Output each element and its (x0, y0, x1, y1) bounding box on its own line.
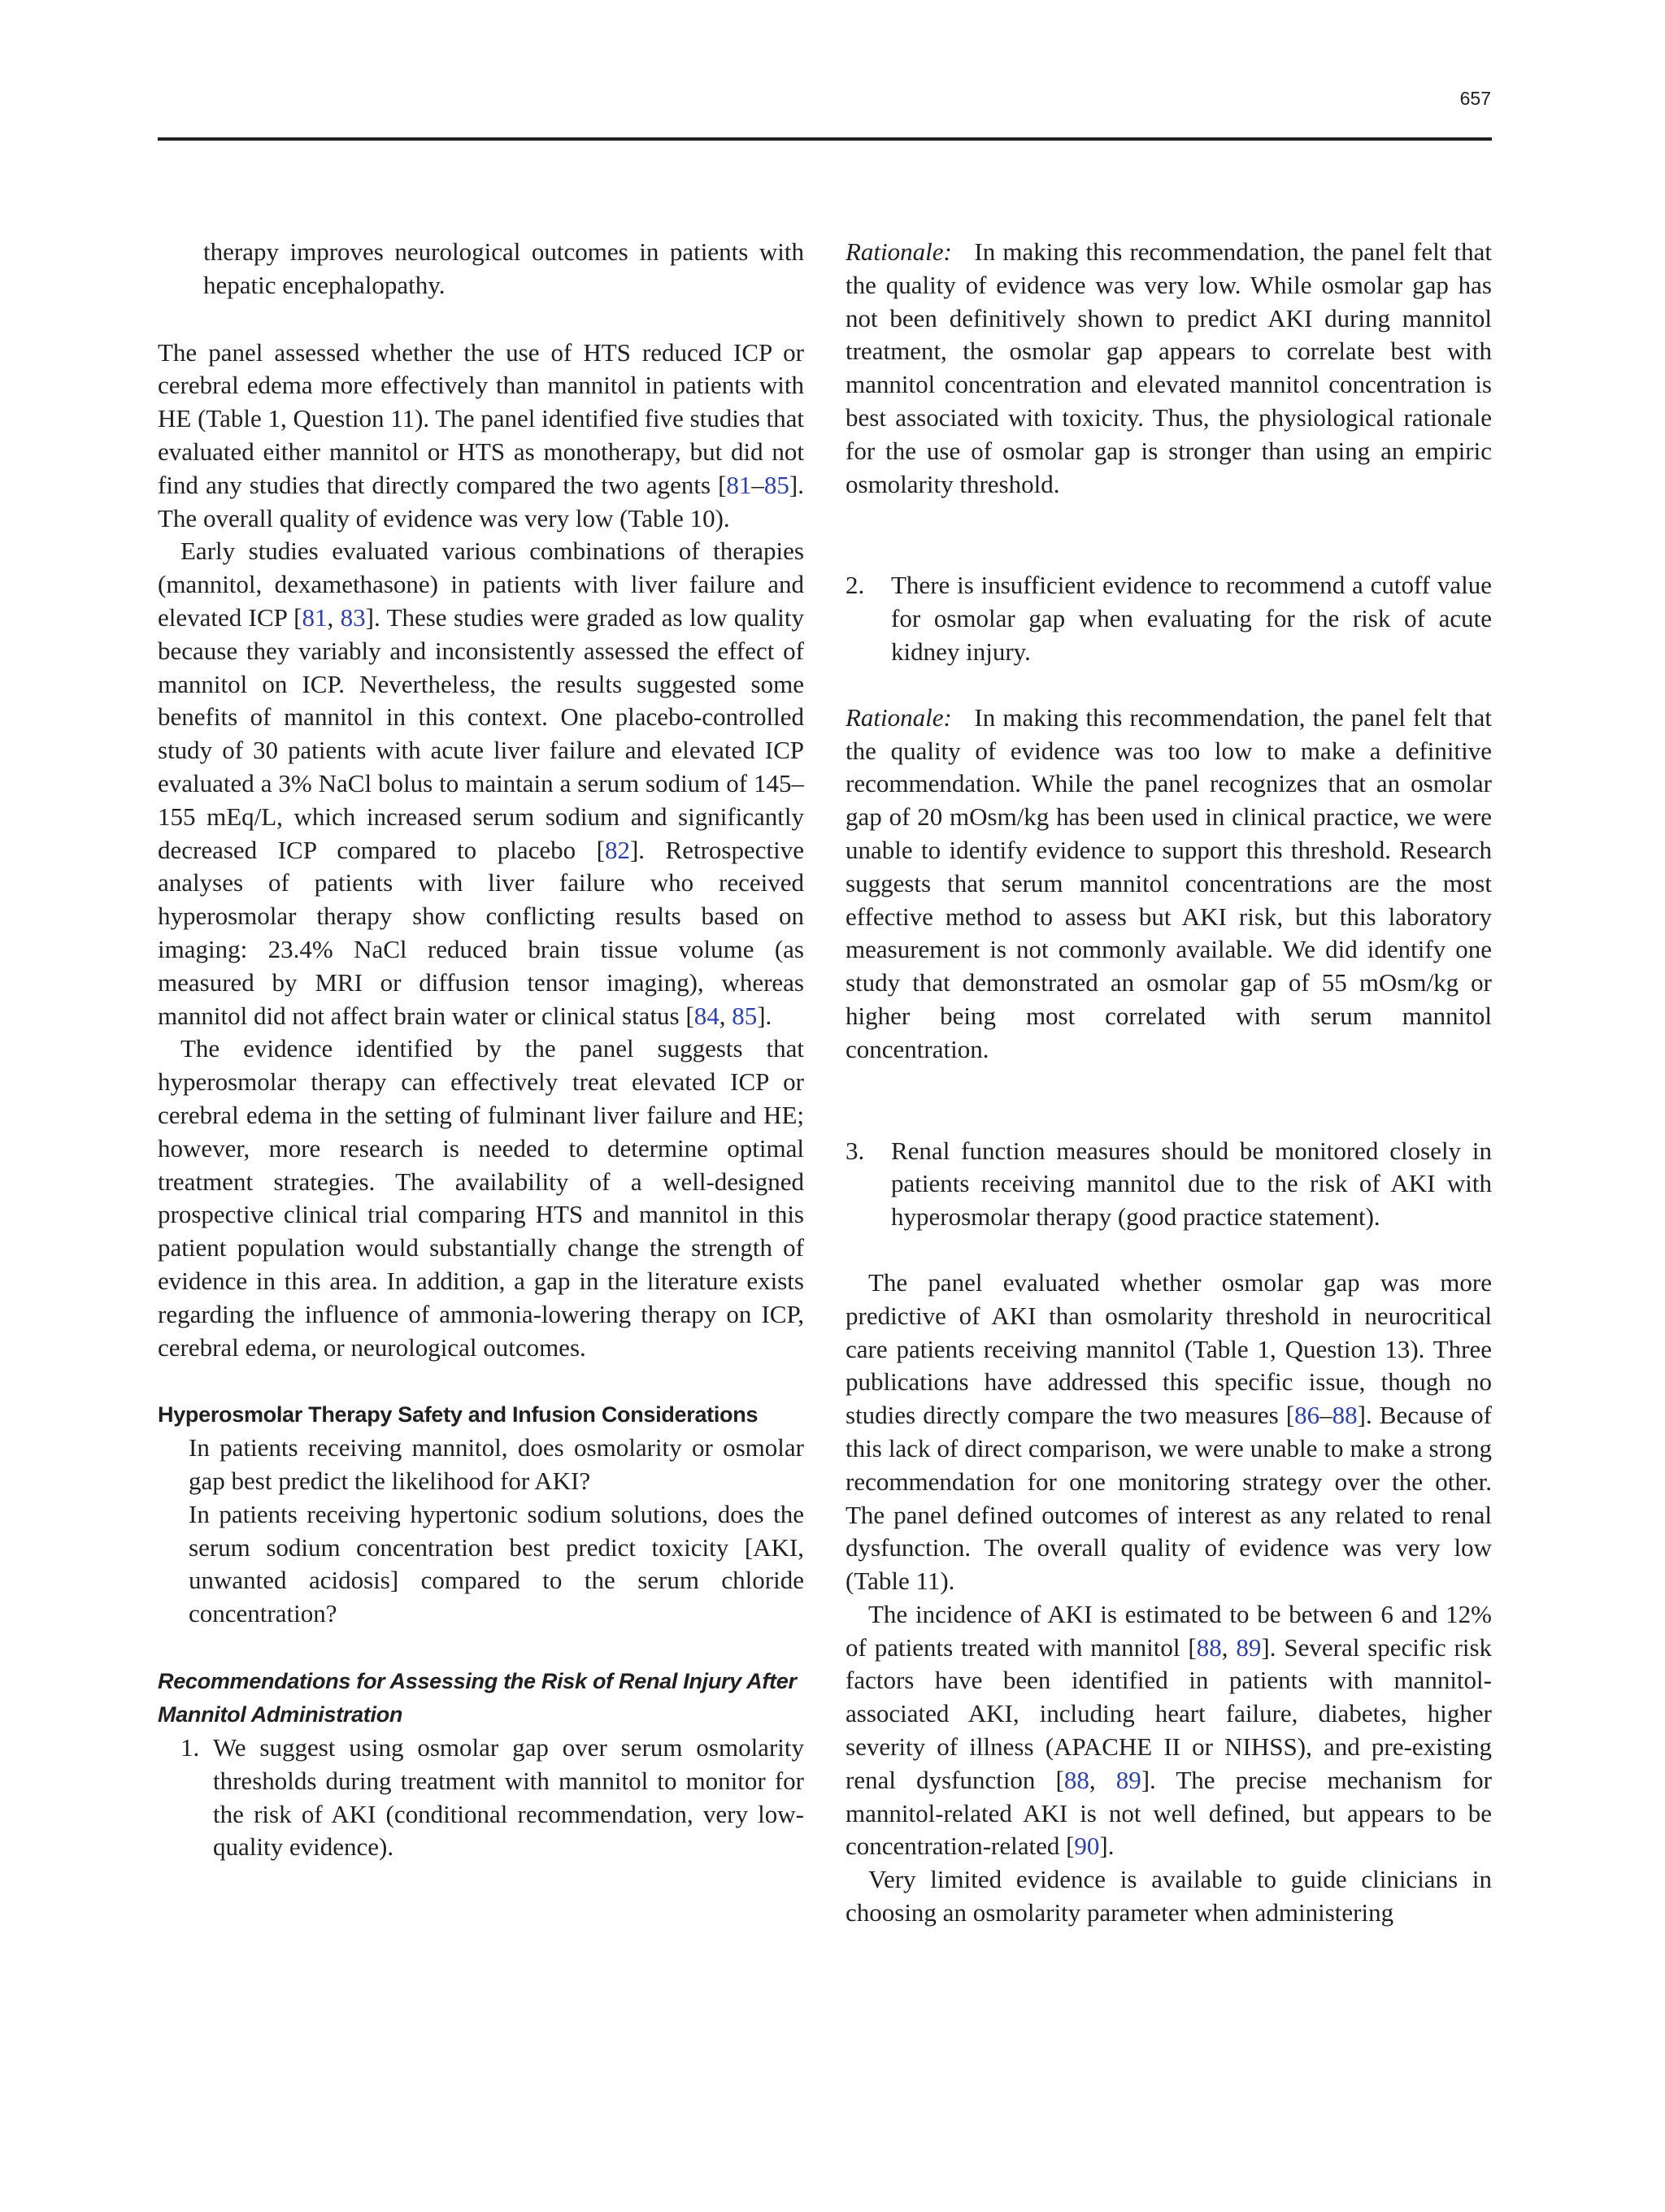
citation-link[interactable]: 86 (1294, 1401, 1320, 1430)
paragraph-evidence-summary: The evidence identified by the panel suggests that hyperosmolar therapy can effectively treat elevated ICP or cerebral edema in the setting of fulminant liver failure and HE; however, more research is needed to determine optimal treatment strategies. The availability of a well-designed prospective clinical trial comparing HTS and mannitol in this patient population would substantially change the strength of evidence in this area. In addition, a gap in the literature exists regarding the influence of ammonia-lowering therapy on ICP, cerebral edema, or neurological outcomes. (158, 1034, 804, 1362)
citation-link[interactable]: 84 (693, 1001, 719, 1030)
right-column (846, 236, 1492, 1930)
section-heading-recommendations: Recommendations for Assessing the Risk of Renal Injury After Mannitol Administration (158, 1669, 797, 1727)
citation-link[interactable]: 88 (1332, 1401, 1358, 1430)
citation-link[interactable]: 85 (732, 1001, 758, 1030)
citation-link[interactable]: 89 (1115, 1765, 1141, 1794)
rationale-label: Rationale: (846, 702, 952, 732)
citation-link[interactable]: 85 (763, 470, 789, 499)
citation-link[interactable]: 90 (1074, 1832, 1100, 1861)
clinical-question-1: In patients receiving mannitol, does osmolarity or osmolar gap best predict the likelihood for AKI? (189, 1433, 804, 1496)
recommendation-text: Renal function measures should be monitored closely in patients receiving mannitol due to the risk of AKI with hyperosmolar therapy (good practice statement). (891, 1136, 1492, 1232)
section-heading-safety: Hyperosmolar Therapy Safety and Infusion Considerations (158, 1402, 759, 1428)
citation-link[interactable]: 82 (604, 835, 630, 864)
rationale-1: Rationale: In making this recommendation, the panel felt that the quality of evidence was very low. While osmolar gap has not been definitively shown to predict AKI during mannitol treatment, the osmolar gap appears to correlate best with mannitol concentration and elevated mannitol concentration is best associated with toxicity. Thus, the physiological rationale for the use of osmolar gap is stronger than using an empiric osmolarity threshold. (846, 237, 1493, 498)
page-number: 657 (1459, 88, 1491, 109)
citation-link[interactable]: 88 (1196, 1632, 1222, 1662)
recommendation-text: There is insufficient evidence to recommend a cutoff value for osmolar gap when evaluating for the risk of acute kidney injury. (891, 571, 1492, 666)
recommendation-number: 2. (846, 571, 865, 600)
recommendation-number: 1. (180, 1733, 200, 1762)
paragraph-osmolar-gap: The panel evaluated whether osmolar gap was more predictive of AKI than osmolarity threshold in neurocritical care patients receiving mannitol (Table 1, Question 13). Three publications have addressed this specific issue, though no studies directly compare the two measures [86–88]. Because of this lack of direct comparison, we were unable to make a strong recommendation for one monitoring strategy over the other. The panel defined outcomes of interest as any related to renal dysfunction. The overall quality of evidence was very low (Table 11). (846, 1267, 1492, 1596)
header-rule (158, 137, 1492, 141)
citation-link[interactable]: 89 (1236, 1632, 1262, 1662)
citation-link[interactable]: 81 (726, 470, 752, 499)
citation-link[interactable]: 83 (340, 602, 366, 632)
recommendation-2 (846, 569, 1492, 668)
rationale-2: Rationale: In making this recommendation, the panel felt that the quality of evidence was too low to make a definitive recommendation. While the panel recognizes that an osmolar gap of 20 mOsm/kg has been used in clinical practice, we were unable to identify evidence to support this threshold. Research suggests that serum mannitol concentrations are the most effective method to assess but AKI risk, but this laboratory measurement is not commonly available. We did identify one study that demonstrated an osmolar gap of 55 mOsm/kg or higher being most correlated with serum mannitol concentration. (846, 702, 1493, 1063)
citation-link[interactable]: 81 (302, 602, 328, 632)
paragraph-limited-evidence: Very limited evidence is available to guide clinicians in choosing an osmolarity parameter when administering (846, 1865, 1492, 1927)
recommendation-text: We suggest using osmolar gap over serum osmolarity thresholds during treatment with mannitol to monitor for the risk of AKI (conditional recommendation, very low-quality evidence). (213, 1733, 804, 1862)
paragraph-hts-vs-mannitol: The panel assessed whether the use of HTS reduced ICP or cerebral edema more effectively than mannitol in patients with HE (Table 1, Question 11). The panel identified five studies that evaluated either mannitol or HTS as monotherapy, but did not find any studies that directly compared the two agents [81–85]. The overall quality of evidence was very low (Table 10). (158, 337, 805, 532)
continued-question-text: therapy improves neurological outcomes in patients with hepatic encephalopathy. (203, 237, 804, 299)
clinical-question-2: In patients receiving hypertonic sodium solutions, does the serum sodium concentration best predict toxicity [AKI, unwanted acidosis] compared to the serum chloride concentration? (189, 1499, 804, 1628)
recommendation-1 (158, 1732, 804, 1864)
rationale-label: Rationale: (846, 237, 952, 266)
recommendation-3 (846, 1135, 1492, 1234)
paragraph-early-studies: Early studies evaluated various combinations of therapies (mannitol, dexamethasone) in patients with liver failure and elevated ICP [81, 83]. These studies were graded as low quality because they variably and inconsistently assessed the effect of mannitol on ICP. Nevertheless, the results suggested some benefits of mannitol in this context. One placebo-controlled study of 30 patients with acute liver failure and elevated ICP evaluated a 3% NaCl bolus to maintain a serum sodium of 145–155 mEq/L, which increased serum sodium and significantly decreased ICP compared to placebo [82]. Retrospective analyses of patients with liver failure who received hyperosmolar therapy show conflicting results based on imaging: 23.4% NaCl reduced brain tissue volume (as measured by MRI or diffusion tensor imaging), whereas mannitol did not affect brain water or clinical status [84, 85]. (158, 537, 805, 1030)
paragraph-aki-incidence: The incidence of AKI is estimated to be between 6 and 12% of patients treated with mannitol [88, 89]. Several specific risk factors have been identified in patients with mannitol-associated AKI, including heart failure, diabetes, higher severity of illness (APACHE II or NIHSS), and pre-existing renal dysfunction [88, 89]. The precise mechanism for mannitol-related AKI is not well defined, but appears to be concentration-related [90]. (846, 1599, 1493, 1861)
left-column (158, 236, 804, 1864)
recommendation-number: 3. (846, 1136, 865, 1165)
citation-link[interactable]: 88 (1063, 1765, 1089, 1794)
